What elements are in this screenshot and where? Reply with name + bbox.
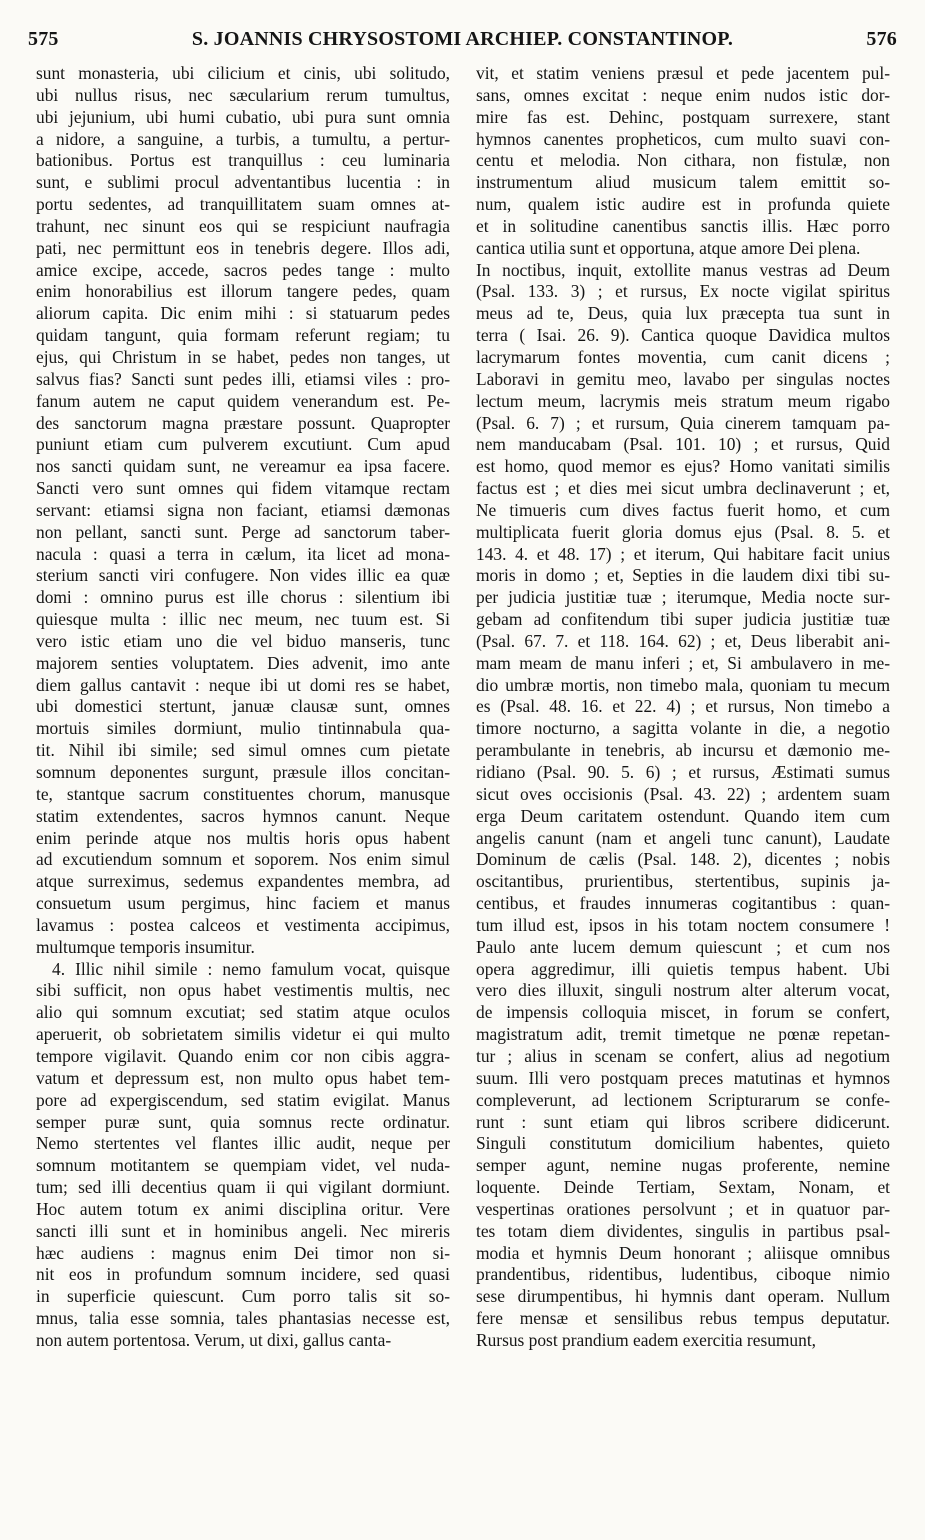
text-line: (Psal. 133. 3) ; et rursus, Ex nocte vigilat spiritus [476, 281, 890, 302]
text-line: gebam ad confitendum tibi super judicia justitiæ tuæ [476, 609, 890, 630]
text-line: tum; sed illi decentius quam ii qui vigilant dormiunt. [36, 1177, 450, 1198]
text-line: Ne timueris cum dives factus fuerit homo, et cum [476, 499, 890, 520]
text-line: sterium sancti viri confugere. Non vides illic ea quæ [36, 565, 450, 586]
running-title: S. JOANNIS CHRYSOSTOMI ARCHIEP. CONSTANTINOP. [191, 28, 734, 50]
text-line: modia et hymnis Deum honorant ; aliisque omnibus [476, 1242, 890, 1263]
text-line: fanum autem ne caput quidem venerandum est. Pe- [36, 390, 450, 411]
text-line: quiesque multa : illic nec meum, nec tuum est. Si [36, 609, 450, 630]
text-line: vit, et statim veniens præsul et pede jacentem pul- [476, 63, 890, 83]
text-line: pati, nec permittunt eos in tenebris degere. Illos adi, [36, 237, 450, 258]
text-line: es (Psal. 48. 16. et 22. 4) ; et rursus, Non timebo a [476, 696, 890, 717]
text-line: enim perinde atque nos multis horis opus habent [36, 827, 450, 848]
text-line: ubi jejunium, ubi humi cubatio, ubi pura sunt omnia [36, 106, 450, 127]
text-line: et in solitudine canentibus sanctis illis. Hæc porro [476, 215, 890, 236]
text-line: tit. Nihil ibi simile; sed simul omnes cum pietate [36, 740, 450, 761]
text-line: Dominum de cælis (Psal. 148. 2), dicentes ; nobis [476, 849, 890, 870]
text-line: loquente. Deinde Tertiam, Sextam, Nonam, et [476, 1177, 890, 1198]
text-line: tur ; alius in scenam se confert, alius ad negotium [476, 1045, 890, 1066]
text-line: somnum motitantem se quempiam videt, vel nuda- [36, 1155, 450, 1176]
text-line: domi : omnino purus est ille chorus : silentium ibi [36, 587, 450, 608]
page-header [28, 28, 897, 58]
text-line: Singuli constitutum domicilium habentes, quieto [476, 1133, 890, 1154]
text-line: aliorum capita. Dic enim mihi : si statuarum pedes [36, 303, 450, 324]
left-text-column [36, 63, 450, 1352]
text-line: nem manducabam (Psal. 101. 10) ; et rursus, Quid [476, 434, 890, 455]
text-line: trahunt, nec sinunt eos qui se respiciunt naufragia [36, 215, 450, 236]
text-line: timore nocturno, a sagitta volante in die, a negotio [476, 718, 890, 739]
text-line: angelis canunt (nam et angeli tunc canunt), Laudate [476, 827, 890, 848]
text-line: de impensis colloquia miscet, in forum se confert, [476, 1002, 890, 1023]
text-line: majorem senties voluptatem. Dies advenit, imo ante [36, 652, 450, 673]
text-line: sicut oves occisionis (Psal. 43. 22) ; ardentem suam [476, 783, 890, 804]
text-line: mortuis similes dormiunt, mulio tintinnabula qua- [36, 718, 450, 739]
text-line: a nidore, a sanguine, a turbis, a tumultu, a pertur- [36, 128, 450, 149]
text-line: multiplicata fuerit gloria domus ejus (Psal. 8. 5. et [476, 521, 890, 542]
text-line: vero istic etiam uno die vel biduo manseris, tunc [36, 630, 450, 651]
page-number-right: 576 [866, 28, 897, 50]
text-line: somnum deponentes surgunt, præsule illos concitan- [36, 762, 450, 782]
text-line: Paulo ante lucem demum quiescunt ; et cum nos [476, 936, 890, 957]
text-line: Hoc autem totum ex animi disciplina oritur. Vere [36, 1198, 450, 1219]
text-line: semper agunt, nemine nugas proferente, nemine [476, 1155, 890, 1176]
text-line: 143. 4. et 48. 17) ; et iterum, Qui habitare facit unius [476, 543, 890, 564]
text-line: ad excutiendum somnum et soporem. Nos enim simul [36, 849, 450, 870]
text-line: bationibus. Portus est tranquillus : ceu luminaria [36, 150, 450, 171]
text-line: sans, omnes excitat : neque enim nudos istic dor- [476, 84, 890, 105]
text-line: hæc audiens : magnus enim Dei timor non si- [36, 1242, 450, 1263]
text-line: centibus, et fraudes innumeras cogitantibus : quan- [476, 893, 890, 914]
text-line: Rursus post prandium eadem exercitia resumunt, [476, 1329, 817, 1350]
text-line: quidam tangunt, quia formam referunt regiam; tu [36, 325, 450, 346]
text-line: (Psal. 67. 7. et 118. 164. 62) ; et, Deus liberabit ani- [476, 630, 890, 651]
text-line: multumque temporis insumitur. [36, 936, 255, 957]
text-line: prandentibus, ridentibus, ludentibus, ciboque nimio [476, 1264, 890, 1285]
text-line: enim honorabilius est illorum tangere pedes, quam [36, 281, 450, 302]
text-line: num, qualem istic audire est in profunda quiete [476, 194, 890, 215]
text-line: tempore vigilavit. Quando enim cor non cibis aggra- [36, 1045, 450, 1066]
text-line: tes totam diem dividentes, singulis in partibus psal- [476, 1220, 890, 1241]
text-line: erga Deum caritatem ostendunt. Quando item cum [476, 805, 890, 826]
text-line: centu et melodia. Non cithara, non fistulæ, non [476, 150, 890, 171]
text-line: vero dies illuxit, singuli nostrum alter alterum vocat, [476, 980, 890, 1001]
text-line: diem gallus cantavit : neque ibi ut domi res se habet, [36, 674, 450, 695]
text-line: compleverunt, ad lectionem Scripturarum se confe- [476, 1089, 890, 1110]
text-line: salvus fias? Sancti sunt pedes illi, etiamsi viles : pro- [36, 368, 450, 389]
text-line: puniunt etiam cum pulverem excutiunt. Cum apud [36, 434, 450, 455]
text-line: non pellant, sancti sunt. Perge ad sanctorum taber- [36, 521, 450, 542]
text-line: ubi nullus risus, nec sæcularium rerum tumultus, [36, 84, 450, 105]
text-line: semper puræ sunt, quia somnus recte ordinatur. [36, 1111, 450, 1132]
text-line: te, stantque sacrum constituentes chorum, manusque [36, 783, 450, 804]
text-line: dio umbræ mortis, non timebo mala, quoniam tu mecum [476, 674, 890, 695]
text-line: terra ( Isai. 26. 9). Cantica quoque Davidica multos [476, 325, 890, 346]
text-line: mnus, talia esse somnia, tales phantasias necesse est, [36, 1308, 450, 1329]
text-line: vatum et depressum est, non multo opus habet tem- [36, 1067, 450, 1088]
text-line: servant: etiamsi signa non faciant, etiamsi dæmonas [36, 499, 450, 520]
text-line: nos sancti quidam sunt, ne vereamur ea ipsa facere. [36, 456, 450, 477]
text-line: sibi sufficit, non opus habet vestimentis multis, nec [36, 980, 450, 1001]
text-line: mam meam de manu inferi ; et, Si ambulavero in me- [476, 652, 890, 673]
text-line: portu sedentes, ad tranquillitatem suam omnes at- [36, 194, 450, 215]
text-line: sunt, e sublimi procul adventantibus lucentia : in [36, 172, 450, 193]
text-line: per judicia justitiæ tuæ ; iterumque, Media nocte sur- [476, 587, 890, 608]
page-number-left: 575 [28, 28, 59, 50]
text-line: sunt monasteria, ubi cilicium et cinis, ubi solitudo, [36, 63, 450, 83]
right-text-column [476, 63, 890, 1352]
text-line: sese dirumpentibus, hi hymnis dant operam. Nullum [476, 1286, 890, 1307]
text-line: est homo, quod memor es ejus? Homo vanitati similis [476, 456, 890, 477]
text-line: instrumentum aliud musicum talem emittit so- [476, 172, 890, 193]
text-line: 4. Illic nihil simile : nemo famulum vocat, quisque [52, 958, 450, 979]
text-line: suum. Illi vero postquam preces matutinas et hymnos [476, 1067, 890, 1088]
text-line: runt : sunt etiam qui libros scribere didicerunt. [476, 1111, 890, 1132]
text-line: Sancti vero sunt omnes qui fidem vitamque rectam [36, 478, 450, 499]
text-line: opera aggredimur, illi quietis tempus habent. Ubi [476, 958, 890, 979]
text-line: nit eos in profundum somnum incidere, sed quasi [36, 1264, 450, 1285]
text-line: ejus, qui Christum in se habet, pedes non tanges, ut [36, 346, 450, 367]
text-line: Nemo stertentes vel flantes illic audit, neque per [36, 1133, 450, 1154]
text-line: moris in domo ; et, Septies in die laudem dixi tibi su- [476, 565, 890, 586]
text-line: lavamus : postea calceos et vestimenta accipimus, [36, 914, 450, 935]
text-line: tum illud est, ipsos in his totam noctem consumere ! [476, 914, 890, 935]
text-line: in superficie quiescunt. Cum porro talis sit so- [36, 1286, 450, 1307]
text-line: magistratum adit, tremit timetque ne pœnæ repetan- [476, 1024, 890, 1045]
text-line: sancti illi sunt et in hominibus angeli. Nec mireris [36, 1220, 450, 1241]
text-line: lectum meum, lacrymis meis stratum meum rigabo [476, 390, 890, 411]
text-line: cantica utilia sunt et opportuna, atque amore Dei plena. [476, 237, 861, 258]
text-line: (Psal. 6. 7) ; et rursum, Quia cinerem tamquam pa- [476, 412, 890, 433]
text-line: statim extendentes, sacros hymnos canunt. Neque [36, 805, 450, 826]
text-line: amice excipe, accede, sacros pedes tange : multo [36, 259, 450, 280]
text-line: meus ad te, Deus, quia lux præcepta tua sunt in [476, 303, 890, 324]
text-line: non autem portentosa. Verum, ut dixi, gallus canta- [36, 1329, 392, 1350]
text-line: des sanctorum magna præstare possunt. Quapropter [36, 412, 450, 433]
text-line: pore ad expergiscendum, sed statim evigilat. Manus [36, 1089, 450, 1110]
text-line: vespertinas orationes persolvunt ; et in quatuor par- [476, 1198, 890, 1219]
text-line: factus est ; et dies mei sicut umbra declinaverunt ; et, [476, 478, 890, 499]
text-line: perambulante in tenebris, ab incursu et dæmonio me- [476, 740, 890, 761]
text-line: lacrymarum fontes moventia, cum canit dicens ; [476, 346, 890, 367]
text-line: mire fas est. Dehinc, postquam surrexere, stant [476, 106, 890, 127]
text-line: hymnos canentes propheticos, cum multo suavi con- [476, 128, 890, 149]
text-line: atque surreximus, sedemus expandentes membra, ad [36, 871, 450, 892]
text-line: oscitantibus, prurientibus, stertentibus, supinis ja- [476, 871, 890, 892]
text-line: fere mensæ et sensilibus rebus tempus deputatur. [476, 1308, 890, 1329]
text-line: nacula : quasi a terra in cælum, ita licet ad mona- [36, 543, 450, 564]
text-line: alio qui somnum excutiat; sed statim atque oculos [36, 1002, 450, 1023]
text-line: consuetum usum pergimus, hinc faciem et manus [36, 893, 450, 914]
text-line: In noctibus, inquit, extollite manus vestras ad Deum [476, 259, 890, 280]
text-line: ubi domestici stertunt, januæ clausæ sunt, omnes [36, 696, 450, 717]
text-line: aperuerit, ob sobrietatem similis videtur ei qui multo [36, 1024, 450, 1045]
text-line: ridiano (Psal. 90. 5. 6) ; et rursus, Æstimati sumus [476, 762, 890, 782]
text-line: Laboravi in gemitu meo, lavabo per singulas noctes [476, 368, 890, 389]
